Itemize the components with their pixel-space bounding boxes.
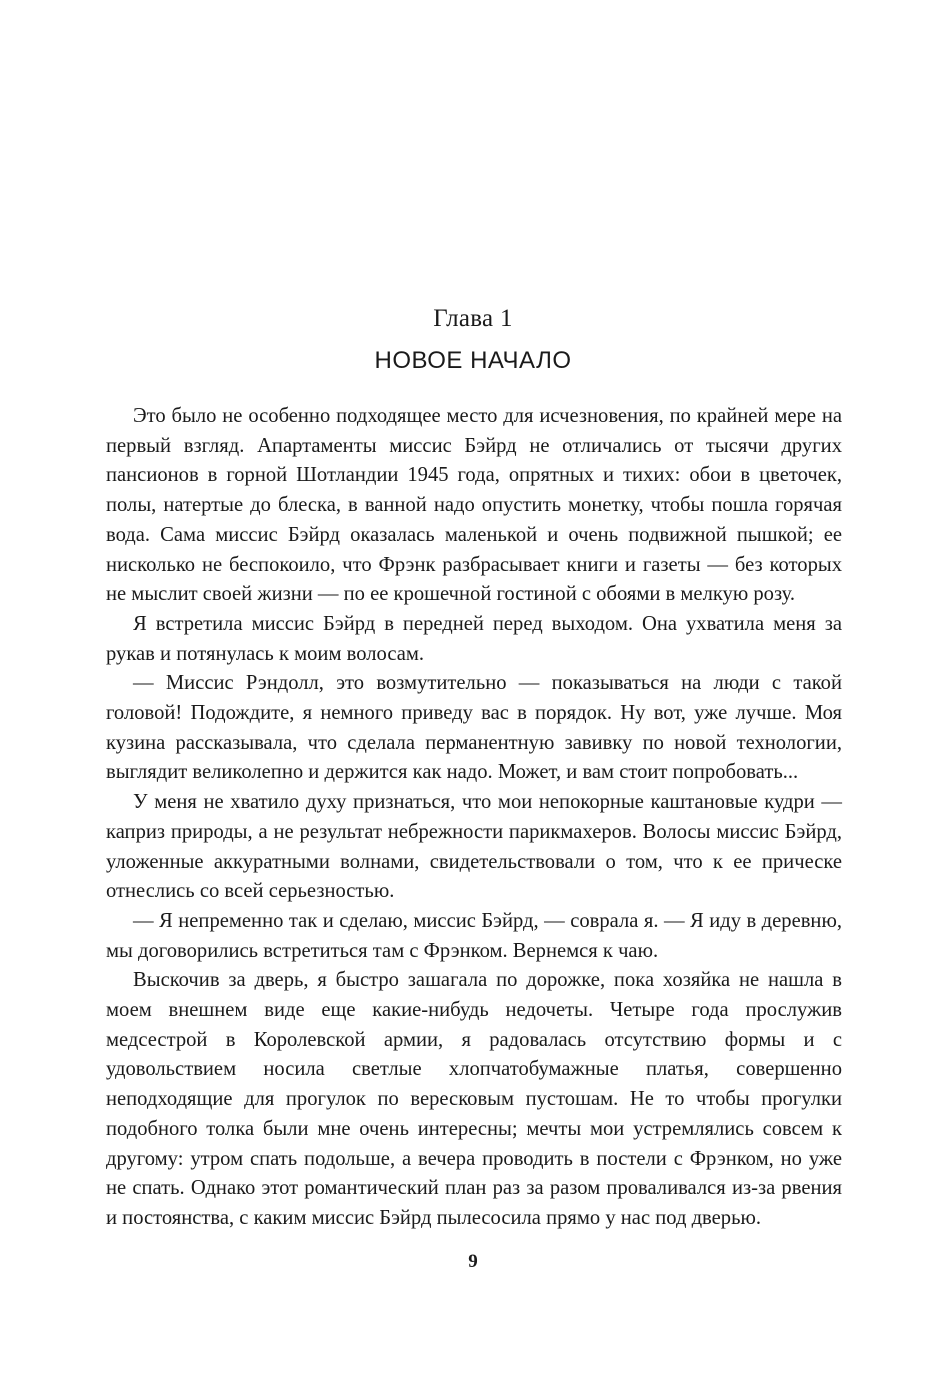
paragraph: У меня не хватило духу признаться, что мои непокорные каштановые кудри — каприз природы, а не результат небрежности парикмахеров. Волосы миссис Бэйрд, уложенные аккуратными волнами, свидетельствовали о том, что к ее прическе отнеслись со всей серьезностью. — [106, 791, 842, 903]
paragraph: Выскочив за дверь, я быстро зашагала по дорожке, пока хозяйка не нашла в моем внешнем виде еще какие-нибудь недочеты. Четыре года прослужив медсестрой в Королевской армии, я радовалась отсутствию формы и с удовольствием носила светлые хлопчатобумажные платья, совершенно неподходящие для прогулок по вересковым пустошам. Не то чтобы прогулки подобного толка были мне очень интересны; мечты мои устремлялись совсем к другому: утром спать подольше, а вечера проводить в постели с Фрэнком, но уже не спать. Однако этот романтический план раз за разом проваливался из-за рвения и постоянства, с каким миссис Бэйрд пылесосила прямо у нас под дверью. — [106, 969, 842, 1229]
chapter-label: Глава 1 — [433, 305, 513, 332]
paragraph: — Я непременно так и сделаю, миссис Бэйрд, — соврала я. — Я иду в деревню, мы договорились встретиться там с Фрэнком. Вернемся к чаю. — [106, 909, 842, 962]
paragraph: — Миссис Рэндолл, это возмутительно — показываться на люди с такой головой! Подождите, я немного приведу вас в порядок. Ну вот, уже лучше. Моя кузина рассказывала, что сделала перманентную завивку по новой технологии, выглядит великолепно и держится как надо. Может, и вам стоит попробовать... — [106, 672, 842, 784]
paragraph: Это было не особенно подходящее место для исчезновения, по крайней мере на первый взгляд. Апартаменты миссис Бэйрд не отличались от тысячи других пансионов в горной Шотландии 1945 года, опрятных и тихих: обои в цветочек, полы, натертые до блеска, в ванной надо опустить монетку, чтобы пошла горячая вода. Сама миссис Бэйрд оказалась маленькой и очень подвижной пышкой; ее нисколько не беспокоило, что Фрэнк разбрасывает книги и газеты — без которых не мыслит своей жизни — по ее крошечной гостиной с обоями в мелкую розу. — [106, 405, 842, 606]
body-text — [106, 402, 842, 1234]
page-number: 9 — [468, 1251, 478, 1272]
paragraph: Я встретила миссис Бэйрд в передней перед выходом. Она ухватила меня за рукав и потянулась к моим волосам. — [106, 612, 842, 665]
chapter-title: НОВОЕ НАЧАЛО — [374, 347, 572, 374]
